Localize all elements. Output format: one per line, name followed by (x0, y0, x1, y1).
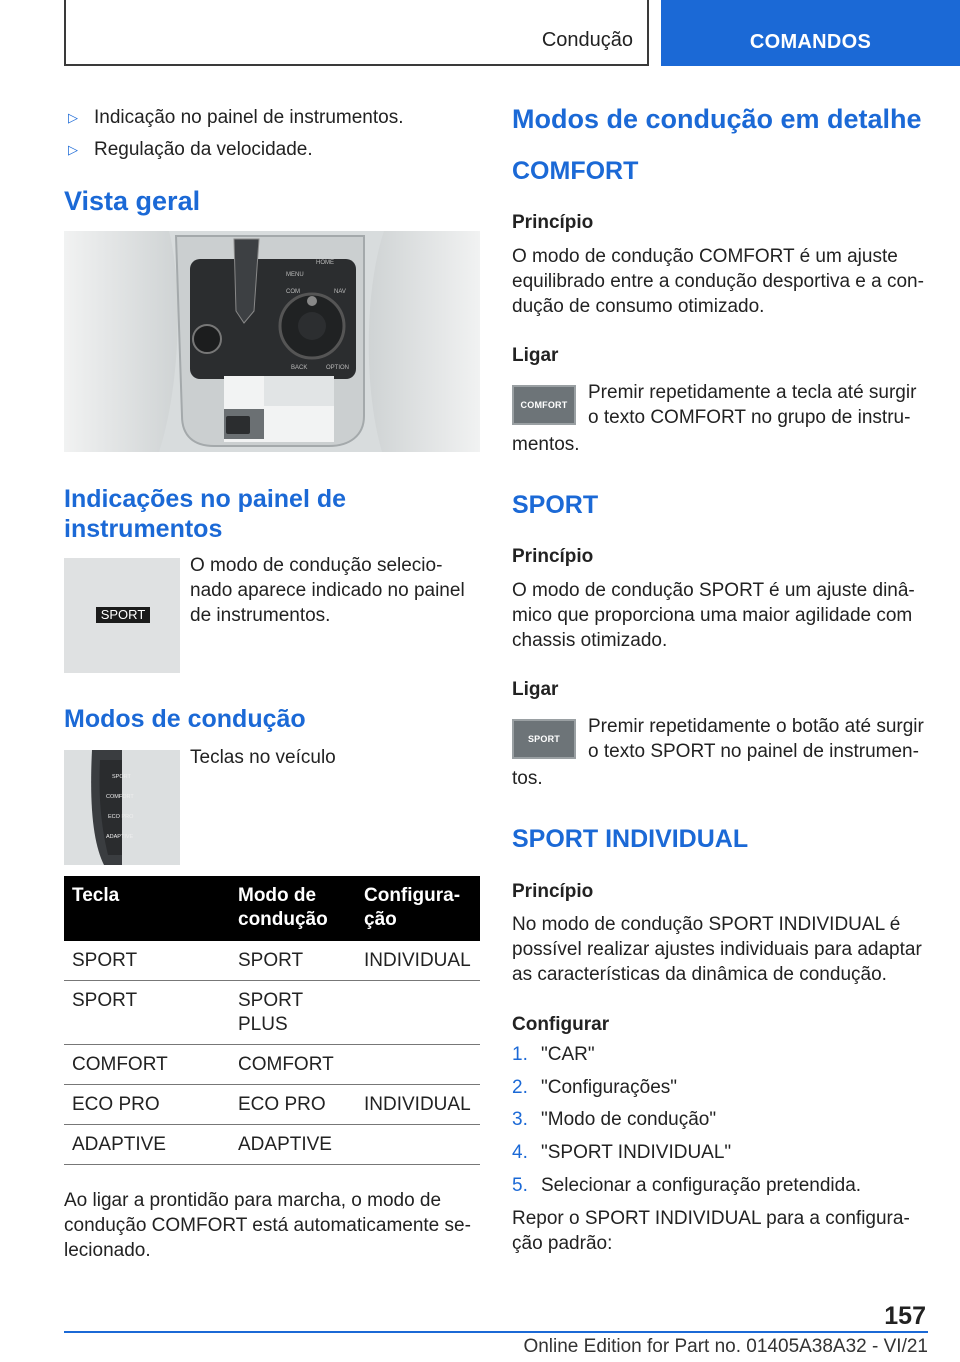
sport-switch-label: Ligar (512, 679, 559, 700)
comfort-principle-text: O modo de condução COMFORT é um ajuste equilibrado entre a condução desportiva e a con- dução de consumo otimizado. (512, 246, 924, 317)
table-header-config: Configura- ção (356, 876, 480, 941)
instrument-display-image (64, 558, 180, 673)
heading-driving-modes: Modos de condução (64, 705, 306, 733)
heading-overview: Vista geral (64, 186, 201, 216)
page-number: 157 (884, 1302, 926, 1330)
footer-divider (64, 1331, 928, 1333)
console-button-com: COM (286, 289, 300, 295)
table-header-mode: Modo de condução (230, 876, 356, 941)
sport-display-badge: SPORT (96, 607, 150, 623)
driving-modes-table (64, 876, 480, 1165)
console-button-menu: MENU (286, 272, 304, 278)
header-section-box (64, 0, 649, 66)
table-header-row (64, 876, 480, 941)
comfort-switch-text: Premir repetidamente a tecla até surgir o texto COMFORT no grupo de instru- (588, 382, 917, 428)
table-row: COMFORT COMFORT (64, 1045, 480, 1085)
heading-sport: SPORT (512, 491, 599, 519)
heading-comfort: COMFORT (512, 157, 639, 185)
heading-modes-detail: Modos de condução em detalhe (512, 104, 922, 134)
sport-button-image: SPORT (512, 719, 576, 759)
table-row: SPORT SPORT INDIVIDUAL (64, 941, 480, 981)
triangle-bullet-icon: ▷ (68, 110, 78, 125)
header-chapter-title: COMANDOS (749, 31, 872, 53)
individual-principle-text: No modo de condução SPORT INDIVIDUAL é possível realizar ajustes individuais para adaptar as características da dinâmica de condução. (512, 914, 922, 985)
table-header-key: Tecla (64, 876, 230, 941)
reset-paragraph: Repor o SPORT INDIVIDUAL para a configura- ção padrão: (512, 1208, 910, 1254)
display-description: O modo de condução selecio- nado aparece indicado no painel de instrumentos. (190, 555, 465, 626)
console-button-home: HOME (316, 260, 334, 266)
key-label-adaptive: ADAPTIVE (106, 834, 134, 840)
key-label-sport: SPORT (112, 774, 131, 780)
comfort-switch-label: Ligar (512, 345, 559, 366)
table-row: ECO PRO ECO PRO INDIVIDUAL (64, 1085, 480, 1125)
center-console-image (64, 231, 480, 452)
closing-paragraph: Ao ligar a prontidão para marcha, o modo de condução COMFORT está automaticamente se- lecionado. (64, 1190, 471, 1261)
header-chapter-tab (661, 0, 960, 66)
key-label-eco-pro: ECO PRO (108, 814, 134, 820)
key-label-comfort: COMFORT (106, 794, 134, 800)
heading-sport-individual: SPORT INDIVIDUAL (512, 825, 749, 853)
sport-switch-text: Premir repetidamente o botão até surgir o texto SPORT no painel de instrumen- (588, 716, 924, 762)
table-row: ADAPTIVE ADAPTIVE (64, 1125, 480, 1165)
sport-principle-label: Princípio (512, 546, 594, 567)
individual-principle-label: Princípio (512, 881, 594, 902)
vehicle-keys-image (64, 750, 180, 865)
keys-caption: Teclas no veículo (190, 747, 336, 768)
triangle-bullet-icon: ▷ (68, 142, 78, 157)
header-section-title: Condução (541, 29, 633, 51)
console-button-back: BACK (291, 365, 308, 371)
configure-label: Configurar (512, 1014, 610, 1035)
comfort-button-image: COMFORT (512, 385, 576, 425)
footer-edition: Online Edition for Part no. 01405A38A32 - VI/21 (523, 1336, 928, 1357)
comfort-principle-label: Princípio (512, 212, 594, 233)
console-button-nav: NAV (334, 289, 346, 295)
console-button-option: OPTION (326, 365, 350, 371)
sport-principle-text: O modo de condução SPORT é um ajuste dinâ- mico que proporciona uma maior agilidade com chassis otimizado. (512, 580, 915, 651)
heading-instrument-display: Indicações no painel de instrumentos (64, 485, 347, 543)
table-row: SPORT SPORT PLUS (64, 981, 480, 1045)
